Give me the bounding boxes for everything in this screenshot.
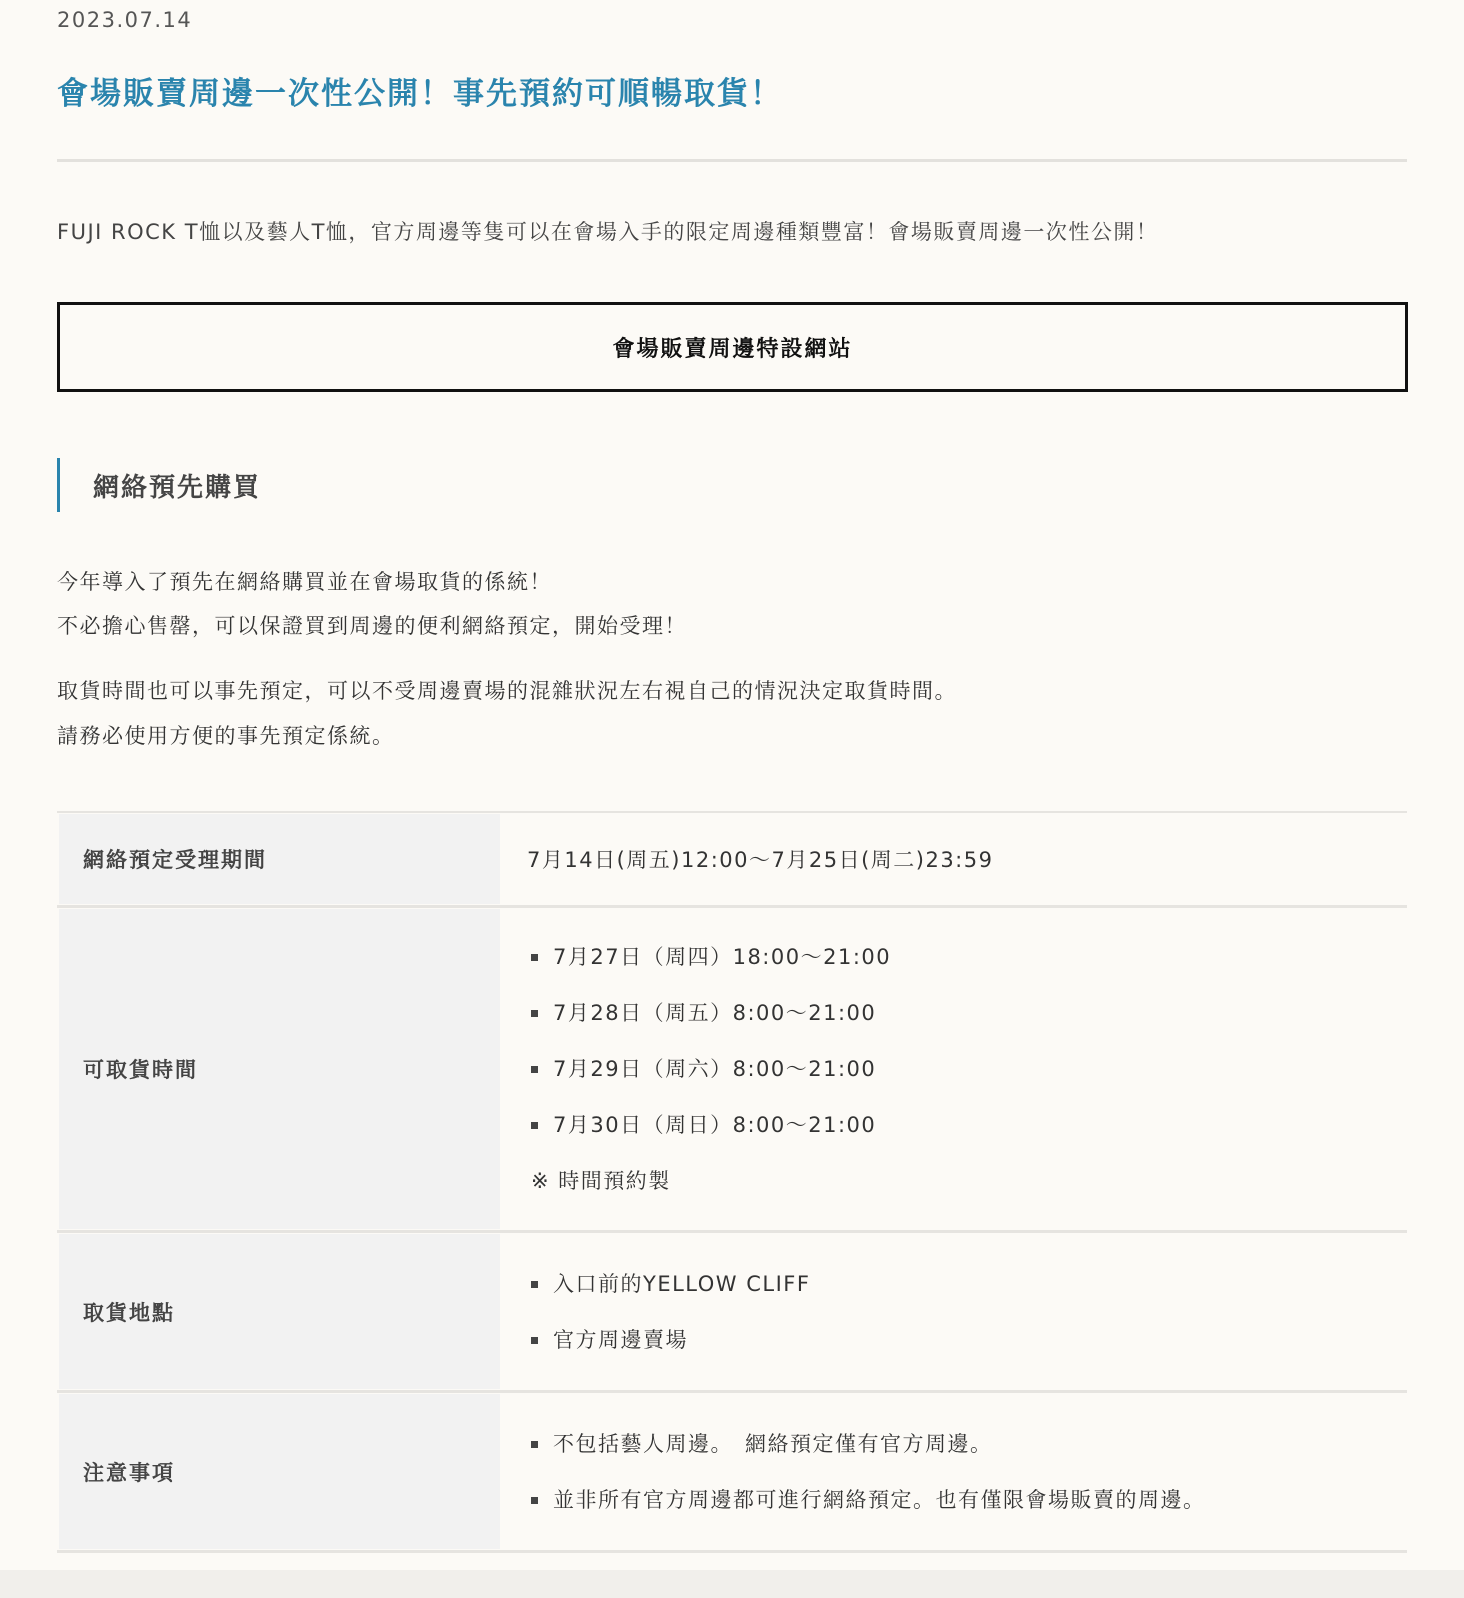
- reservation-note: ※ 時間預約製: [531, 1169, 671, 1193]
- article-date: 2023.07.14: [57, 8, 193, 32]
- paragraph-2: 不必擔心售罄，可以保證買到周邊的便利網絡預定，開始受理！: [57, 614, 687, 638]
- pickup-time-list: [527, 942, 1407, 1140]
- pickup-location-list: [527, 1269, 1407, 1355]
- row-label-notes: 注意事項: [59, 1394, 500, 1549]
- table-row-order-period: [57, 813, 1407, 908]
- list-item: 不包括藝人周邊。 網絡預定僅有官方周邊。: [527, 1429, 1407, 1459]
- row-value-pickup-time: [503, 908, 1407, 1230]
- article-intro: FUJI ROCK T恤以及藝人T恤，官方周邊等隻可以在會場入手的限定周邊種類豐富！會場販賣周邊一次性公開！: [57, 220, 1159, 244]
- row-value-notes: [503, 1393, 1407, 1550]
- list-item: 7月27日（周四）18:00～21:00: [527, 942, 1407, 972]
- table-row-pickup-location: [57, 1233, 1407, 1393]
- paragraph-4: 請務必使用方便的事先預定係統。: [57, 724, 395, 748]
- row-value-order-period: [503, 813, 1407, 905]
- online-preorder-table: [57, 811, 1407, 1553]
- article-title: 會場販賣周邊一次性公開！事先預約可順暢取貨！: [57, 76, 783, 112]
- table-row-pickup-time: [57, 908, 1407, 1233]
- section-heading: 網絡預先購買: [57, 458, 261, 512]
- row-label-pickup-location: 取貨地點: [59, 1234, 500, 1389]
- order-period-text: 7月14日(周五)12:00～7月25日(周二)23:59: [527, 848, 994, 872]
- row-value-pickup-location: [503, 1233, 1407, 1390]
- title-divider: [57, 159, 1407, 162]
- footer-band: [0, 1570, 1464, 1598]
- row-label-order-period: 網絡預定受理期間: [59, 814, 500, 904]
- list-item: 官方周邊賣場: [527, 1325, 1407, 1355]
- list-item: 入口前的YELLOW CLIFF: [527, 1269, 1407, 1299]
- list-item: 7月28日（周五）8:00～21:00: [527, 998, 1407, 1028]
- table-row-notes: [57, 1393, 1407, 1553]
- list-item: 7月30日（周日）8:00～21:00: [527, 1110, 1407, 1140]
- paragraph-1: 今年導入了預先在網絡購買並在會場取貨的係統！: [57, 570, 552, 594]
- notes-list: [527, 1429, 1407, 1515]
- list-item: 並非所有官方周邊都可進行網絡預定。也有僅限會場販賣的周邊。: [527, 1485, 1407, 1515]
- special-site-button[interactable]: 會場販賣周邊特設網站: [57, 302, 1408, 392]
- list-item: 7月29日（周六）8:00～21:00: [527, 1054, 1407, 1084]
- paragraph-3: 取貨時間也可以事先預定，可以不受周邊賣場的混雜狀況左右視自己的情況決定取貨時間。: [57, 679, 957, 703]
- row-label-pickup-time: 可取貨時間: [59, 909, 500, 1229]
